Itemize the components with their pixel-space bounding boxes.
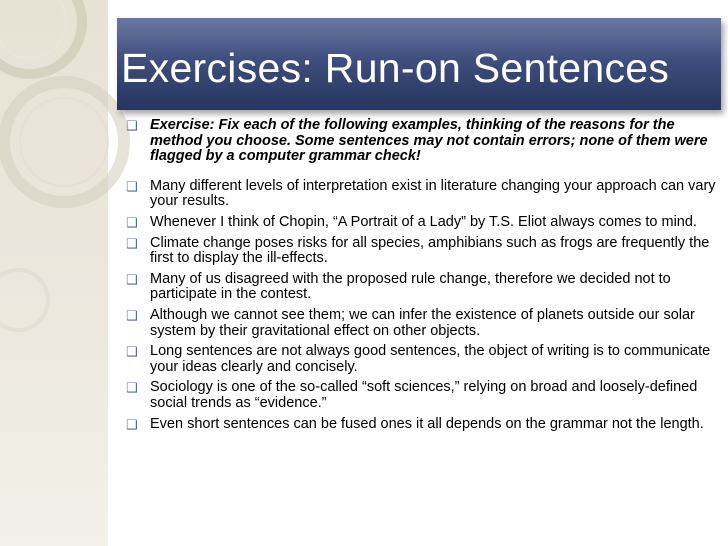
list-item [126, 215, 718, 231]
sentence-text: Even short sentences can be fused ones it all depends on the grammar not the length. [150, 415, 704, 432]
sentence-text: Climate change poses risks for all species, amphibians such as frogs are frequently the first to display the ill-effects. [150, 234, 710, 267]
slide-title: Exercises: Run-on Sentences [121, 45, 670, 91]
list-item [126, 179, 718, 210]
sentence-text: Although we cannot see them; we can infer the existence of planets outside our solar system by their gravitational effect on other objects. [150, 306, 695, 339]
list-item [126, 272, 718, 303]
bullet-icon: ❑ [126, 235, 138, 251]
instructions-text: Exercise: Fix each of the following examples, thinking of the reasons for the method you choose. Some sentences may not contain errors; none of them were flagged by a computer grammar check! [150, 117, 708, 165]
bullet-icon: ❑ [126, 118, 138, 133]
sentence-text: Many of us disagreed with the proposed rule change, therefore we decided not to participate in the contest. [150, 270, 671, 303]
list-item [126, 308, 718, 339]
sentence-text: Whenever I think of Chopin, “A Portrait of a Lady” by T.S. Eliot always comes to mind. [150, 213, 697, 230]
list-item [126, 380, 718, 411]
bullet-icon: ❑ [126, 380, 138, 396]
sentence-text: Sociology is one of the so-called “soft sciences,” relying on broad and loosely-defined social trends as “evidence.” [150, 379, 698, 411]
list-item [126, 344, 718, 375]
bullet-icon: ❑ [126, 416, 138, 432]
sentence-text: Many different levels of interpretation exist in literature changing your approach can vary your results. [150, 177, 716, 210]
bullet-icon: ❑ [126, 214, 138, 230]
bullet-icon: ❑ [126, 307, 138, 323]
bullet-icon: ❑ [126, 344, 138, 360]
sentence-text: Long sentences are not always good sentences, the object of writing is to communicate your ideas clearly and concisely. [150, 343, 711, 375]
list-item [126, 417, 718, 433]
bullet-icon: ❑ [126, 178, 138, 194]
list-item [126, 236, 718, 267]
bullet-list [126, 118, 718, 437]
bullet-icon: ❑ [126, 271, 138, 287]
exercise-instructions [126, 118, 718, 165]
